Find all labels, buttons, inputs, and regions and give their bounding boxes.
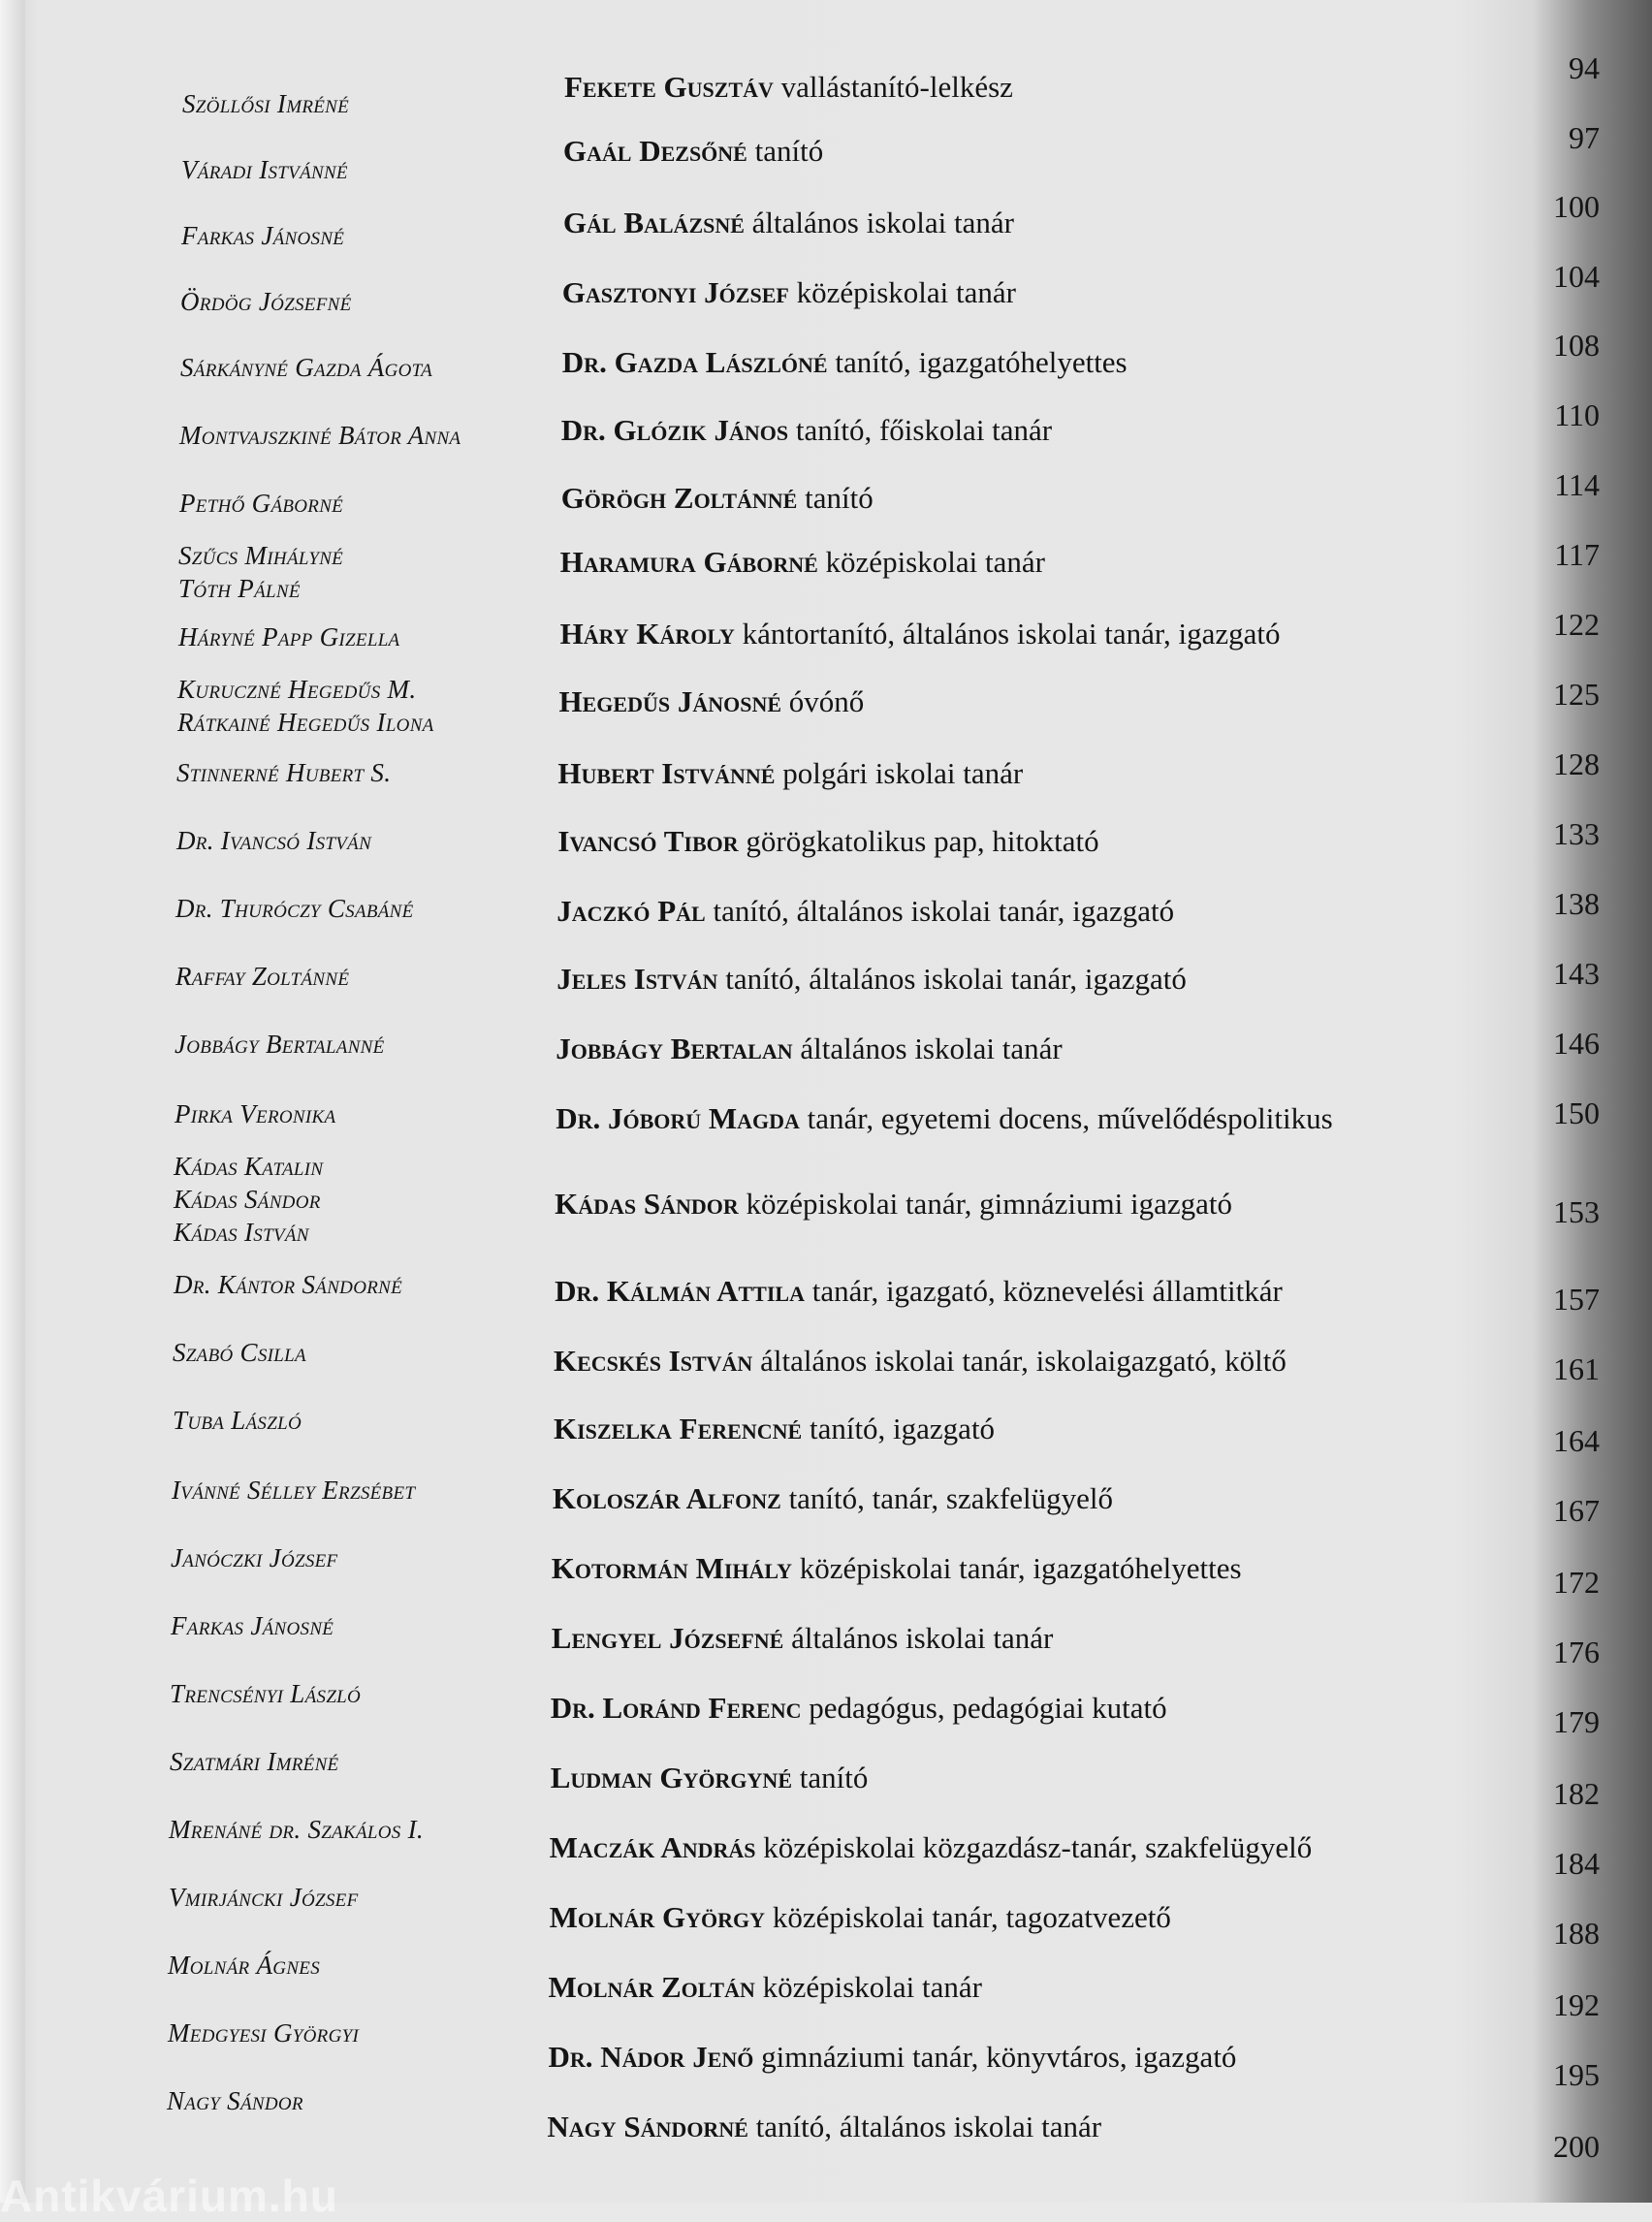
entry-title <box>547 2108 1101 2146</box>
page-number: 94 <box>1569 50 1600 85</box>
entry-authors <box>182 87 349 120</box>
subject-role: gimnáziumi tanár, könyvtáros, igazgató <box>761 2040 1237 2074</box>
author-name: Farkas Jánosné <box>171 1611 334 1640</box>
entry-title <box>557 754 1023 793</box>
author-name: Vmirjáncki József <box>169 1883 359 1912</box>
author-name: Mrenáné dr. Szakálos I. <box>169 1815 424 1844</box>
entry-authors <box>175 892 414 925</box>
author-name: Stinnerné Hubert S. <box>176 758 392 787</box>
author-name: Sárkányné Gazda Ágota <box>180 353 433 382</box>
entry-title <box>556 892 1174 931</box>
entry-title <box>555 1185 1232 1223</box>
page-number: 167 <box>1553 1493 1600 1528</box>
watermark: Antikvárium.hu <box>0 2171 338 2221</box>
page-number: 157 <box>1553 1282 1600 1317</box>
entry-title <box>553 1479 1113 1518</box>
page-number: 192 <box>1553 1987 1600 2022</box>
author-name: Farkas Jánosné <box>181 221 345 250</box>
author-name: Janóczki József <box>171 1543 338 1572</box>
page-number: 153 <box>1553 1194 1600 1229</box>
entry-authors <box>171 1541 337 1574</box>
subject-name: Ivancsó Tibor <box>557 824 739 858</box>
entry-authors <box>176 756 391 789</box>
author-name: Pethő Gáborné <box>179 489 344 518</box>
subject-name: Maczák András <box>549 1830 756 1864</box>
page-number: 161 <box>1553 1351 1600 1386</box>
page-number: 128 <box>1553 746 1600 781</box>
subject-role: kántortanító, általános iskolai tanár, igazgató <box>742 617 1281 651</box>
subject-role: tanító, tanár, szakfelügyelő <box>788 1481 1114 1515</box>
entry-title <box>557 822 1098 861</box>
subject-role: tanító, igazgatóhelyettes <box>835 345 1128 379</box>
entry-title <box>549 1968 983 2007</box>
subject-role: általános iskolai tanár <box>800 1032 1063 1065</box>
author-name: Dr. Kántor Sándorné <box>174 1270 402 1299</box>
author-name: Ördög Józsefné <box>180 287 352 316</box>
entry-title <box>550 1828 1313 1867</box>
page-number: 114 <box>1554 467 1600 502</box>
subject-name: Görögh Zoltánné <box>560 481 798 515</box>
entry-title <box>560 543 1045 582</box>
entry-title <box>552 1619 1054 1658</box>
subject-role: tanító, általános iskolai tanár, igazgató <box>713 894 1175 928</box>
subject-name: Dr. Nádor Jenő <box>548 2040 754 2074</box>
author-name: Kádas István <box>174 1218 309 1247</box>
author-name: Raffay Zoltánné <box>175 962 350 991</box>
entry-title <box>552 1549 1242 1588</box>
subject-name: Nagy Sándorné <box>547 2110 748 2143</box>
entry-authors <box>170 1677 361 1710</box>
subject-name: Kádas Sándor <box>555 1187 739 1221</box>
entry-authors <box>174 1150 323 1249</box>
subject-role: tanító, általános iskolai tanár, igazgató <box>725 962 1187 996</box>
page-number: 133 <box>1553 816 1600 851</box>
entry-title <box>555 1272 1283 1311</box>
page-number: 143 <box>1553 956 1600 991</box>
subject-role: középiskolai tanár <box>825 545 1045 579</box>
entry-authors <box>180 285 351 318</box>
subject-role: óvónő <box>788 684 865 718</box>
entry-authors <box>181 219 344 252</box>
author-name: Kádas Katalin <box>174 1152 324 1181</box>
subject-role: általános iskolai tanár, iskolaigazgató, költő <box>760 1344 1287 1378</box>
subject-name: Dr. Jóború Magda <box>556 1101 800 1135</box>
entry-authors <box>168 1949 320 1982</box>
entry-title <box>561 411 1052 450</box>
subject-role: középiskolai tanár <box>796 275 1016 309</box>
author-name: Kádas Sándor <box>174 1185 321 1214</box>
entry-title <box>563 204 1014 242</box>
subject-role: tanár, igazgató, köznevelési államtitkár <box>811 1274 1283 1308</box>
page-number: 179 <box>1553 1704 1600 1739</box>
page-number: 97 <box>1569 120 1600 155</box>
entry-title <box>556 1099 1332 1138</box>
subject-role: tanító <box>805 481 874 515</box>
entry-authors <box>180 351 432 384</box>
entry-authors <box>170 1745 338 1778</box>
author-name: Trencsényi László <box>170 1679 362 1708</box>
page-number: 110 <box>1554 397 1600 432</box>
entry-authors <box>177 673 434 739</box>
subject-name: Fekete Gusztáv <box>564 70 774 104</box>
subject-role: polgári iskolai tanár <box>782 756 1024 790</box>
subject-role: középiskolai tanár, igazgatóhelyettes <box>799 1551 1242 1585</box>
subject-role: görögkatolikus pap, hitoktató <box>746 824 1099 858</box>
subject-name: Hubert Istvánné <box>557 756 776 790</box>
page-number: 122 <box>1553 607 1600 642</box>
page-number: 200 <box>1553 2129 1600 2164</box>
entry-title <box>561 479 874 518</box>
author-name: Szatmári Imréné <box>170 1747 339 1776</box>
author-name: Ivánné Sélley Erzsébet <box>172 1476 416 1505</box>
entry-authors <box>175 1028 385 1061</box>
subject-name: Gál Balázsné <box>562 206 745 239</box>
entry-title <box>562 273 1016 312</box>
page-number: 146 <box>1553 1026 1600 1061</box>
subject-name: Háry Károly <box>559 617 735 651</box>
subject-role: tanító <box>754 134 824 168</box>
subject-role: tanító <box>799 1761 869 1794</box>
subject-role: általános iskolai tanár <box>751 206 1014 239</box>
entry-authors <box>168 2016 359 2049</box>
page-number: 100 <box>1553 189 1600 224</box>
page-number: 104 <box>1553 259 1600 294</box>
author-name: Váradi Istvánné <box>181 155 348 184</box>
subject-role: tanár, egyetemi docens, művelődéspolitikus <box>807 1101 1333 1135</box>
subject-role: középiskolai tanár, gimnáziumi igazgató <box>746 1187 1232 1221</box>
page-number: 184 <box>1553 1846 1600 1881</box>
entry-title <box>564 68 1013 107</box>
subject-name: Jeles István <box>556 962 718 996</box>
entry-authors <box>179 487 343 520</box>
subject-role: középiskolai közgazdász-tanár, szakfelügyelő <box>763 1830 1313 1864</box>
entry-authors <box>175 1097 335 1130</box>
subject-name: Ludman Györgyné <box>550 1761 792 1794</box>
author-name: Montvajszkiné Bátor Anna <box>179 421 461 450</box>
entry-title <box>551 1689 1167 1728</box>
subject-name: Lengyel Józsefné <box>551 1621 784 1655</box>
subject-name: Kecskés István <box>554 1344 753 1378</box>
subject-name: Jaczkó Pál <box>556 894 706 928</box>
entry-authors <box>174 1268 402 1301</box>
page-number: 182 <box>1553 1776 1600 1811</box>
page-number: 172 <box>1553 1565 1600 1600</box>
entry-title <box>559 682 865 721</box>
entry-title <box>551 1759 869 1797</box>
subject-name: Molnár Zoltán <box>548 1970 755 2004</box>
author-name: Medgyesi Györgyi <box>168 2018 360 2047</box>
entry-authors <box>167 2084 303 2117</box>
subject-name: Dr. Kálmán Attila <box>555 1274 805 1308</box>
subject-role: tanító, igazgató <box>809 1412 996 1445</box>
subject-name: Molnár György <box>549 1900 766 1934</box>
entry-authors <box>178 539 343 605</box>
author-name: Rátkainé Hegedűs Ilona <box>177 708 434 737</box>
entry-title <box>556 960 1187 999</box>
page-number: 108 <box>1553 328 1600 363</box>
author-name: Dr. Thuróczy Csabáné <box>175 894 414 923</box>
author-name: Dr. Ivancsó István <box>176 826 372 855</box>
author-name: Szabó Csilla <box>173 1338 306 1367</box>
author-name: Kuruczné Hegedűs M. <box>177 675 417 704</box>
entry-title <box>560 615 1281 653</box>
page-number: 117 <box>1554 537 1600 572</box>
entry-authors <box>173 1336 306 1369</box>
subject-role: általános iskolai tanár <box>791 1621 1054 1655</box>
author-name: Jobbágy Bertalanné <box>175 1030 385 1059</box>
page-number: 164 <box>1553 1423 1600 1458</box>
author-name: Molnár Ágnes <box>168 1951 321 1980</box>
entry-title <box>562 343 1128 382</box>
subject-name: Dr. Loránd Ferenc <box>550 1691 802 1725</box>
subject-role: tanító, általános iskolai tanár <box>755 2110 1102 2143</box>
subject-name: Jobbágy Bertalan <box>556 1032 793 1065</box>
entry-title <box>563 132 823 171</box>
subject-role: pedagógus, pedagógiai kutató <box>809 1691 1167 1725</box>
author-name: Háryné Papp Gizella <box>178 622 400 651</box>
author-name: Nagy Sándor <box>167 2086 303 2115</box>
entry-authors <box>178 620 399 653</box>
entry-title <box>556 1030 1063 1068</box>
entry-authors <box>169 1881 358 1914</box>
entry-authors <box>172 1474 415 1507</box>
page-number: 176 <box>1553 1635 1600 1669</box>
subject-name: Hegedűs Jánosné <box>558 684 782 718</box>
author-name: Tóth Pálné <box>178 574 301 603</box>
page-number: 138 <box>1553 886 1600 921</box>
entry-title <box>554 1342 1287 1381</box>
author-name: Tuba László <box>173 1406 302 1435</box>
entry-authors <box>169 1813 424 1846</box>
author-name: Pirka Veronika <box>175 1099 336 1128</box>
entry-title <box>549 2038 1237 2077</box>
subject-role: tanító, főiskolai tanár <box>795 413 1053 447</box>
subject-name: Haramura Gáborné <box>559 545 818 579</box>
author-name: Szűcs Mihályné <box>178 541 344 570</box>
subject-role: középiskolai tanár, tagozatvezető <box>772 1900 1171 1934</box>
page-number: 150 <box>1553 1095 1600 1130</box>
subject-name: Koloszár Alfonz <box>552 1481 781 1515</box>
author-name: Szöllősi Imréné <box>182 89 350 118</box>
entry-authors <box>175 960 349 993</box>
entry-authors <box>176 824 371 857</box>
entry-authors <box>171 1609 334 1642</box>
subject-name: Gasztonyi József <box>561 275 789 309</box>
subject-role: vallástanító-lelkész <box>780 70 1013 104</box>
subject-role: középiskolai tanár <box>762 1970 982 2004</box>
subject-name: Kiszelka Ferencné <box>554 1412 803 1445</box>
entry-title <box>554 1410 995 1448</box>
subject-name: Dr. Gazda Lászlóné <box>561 345 828 379</box>
entry-title <box>550 1898 1171 1937</box>
page-number: 188 <box>1553 1916 1600 1951</box>
entry-authors <box>181 153 348 186</box>
entry-authors <box>179 419 461 452</box>
page-number: 195 <box>1553 2057 1600 2092</box>
subject-name: Gaál Dezsőné <box>562 134 747 168</box>
page-number: 125 <box>1553 677 1600 712</box>
subject-name: Kotormán Mihály <box>551 1551 792 1585</box>
entry-authors <box>173 1404 302 1437</box>
subject-name: Dr. Glózik János <box>560 413 789 447</box>
